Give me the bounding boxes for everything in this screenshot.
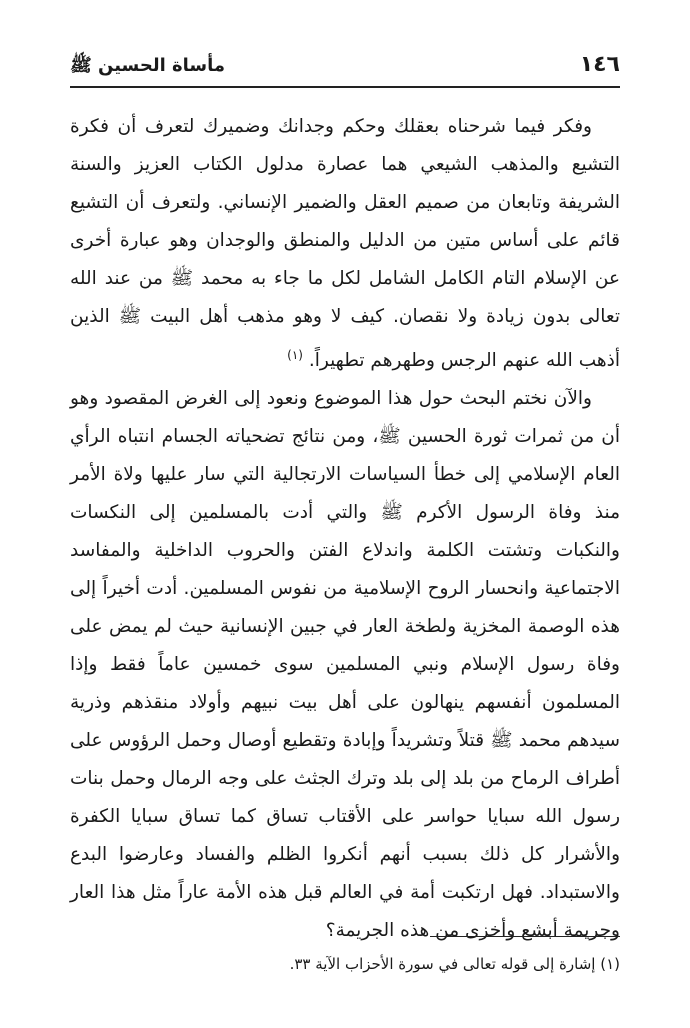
paragraph-text: وفكر فيما شرحناه بعقلك وحكم وجدانك وضميرك لتعرف أن فكرة التشيع والمذهب الشيعي هما عصارة مدلول الكتاب العزيز والسنة الشريفة وتابعان من صميم العقل والضمير الإنساني. ولتعرف أن التشيع قائم على أساس متين من الدليل والمنطق والوجدان وهو عبارة أخرى عن الإسلام التام الكامل الشامل لكل ما جاء به محمد ﷺ من عند الله تعالى بدون زيادة ولا نقصان. كيف لا وهو مذهب أهل البيت ﷺ الذين أذهب الله عنهم الرجس وطهرهم تطهيراً.	[70, 116, 620, 372]
page-header	[70, 48, 620, 88]
running-title: مأساة الحسين ﷺ	[70, 55, 226, 76]
header-rule	[70, 86, 620, 88]
footnote-divider	[430, 936, 620, 937]
paragraph	[70, 108, 620, 380]
main-text	[70, 108, 620, 950]
paragraph-text: والآن نختم البحث حول هذا الموضوع ونعود إلى الغرض المقصود وهو أن من ثمرات ثورة الحسين ﷺ، ومن نتائج تضحياته الجسام انتباه الرأي العام الإسلامي إلى خطأ السياسات الارتجالية التي سار عليها ولاة الأمر منذ وفاة الرسول الأكرم ﷺ والتي أدت بالمسلمين إلى النكسات والنكبات وتشتت الكلمة واندلاع الفتن والحروب الداخلية والمفاسد الاجتماعية وانحسار الروح الإسلامية من نفوس المسلمين. أدت أخيراً إلى هذه الوصمة المخزية ولطخة العار في جبين الإنسانية حيث لم يمض على وفاة رسول الإسلام ونبي المسلمين سوى خمسين عاماً فقط وإذا المسلمون أنفسهم ينهالون على أهل بيت نبيهم وأولاد منقذهم وذرية سيدهم محمد ﷺ قتلاً وتشريداً وإبادة وتقطيع أوصال وحمل الرؤوس على أطراف الرماح من بلد إلى بلد وترك الجثث على وجه الرمال وحمل بنات رسول الله سبايا حواسر على الأقتاب تساق كما تساق سبايا الكفرة والأشرار كل ذلك بسبب أنهم أنكروا الظلم والفساد وعارضوا البدع والاستبداد. فهل ارتكبت أمة في العالم قبل هذه الأمة عاراً مثل هذا العار وجريمة أبشع وأخزى من هذه الجريمة؟	[70, 388, 620, 942]
page-number: ١٤٦	[579, 52, 620, 77]
paragraph	[70, 380, 620, 950]
footnote: (١) إشارة إلى قوله تعالى في سورة الأحزاب الآية ٣٣.	[289, 955, 620, 973]
footnote-reference: (١)	[287, 348, 303, 362]
